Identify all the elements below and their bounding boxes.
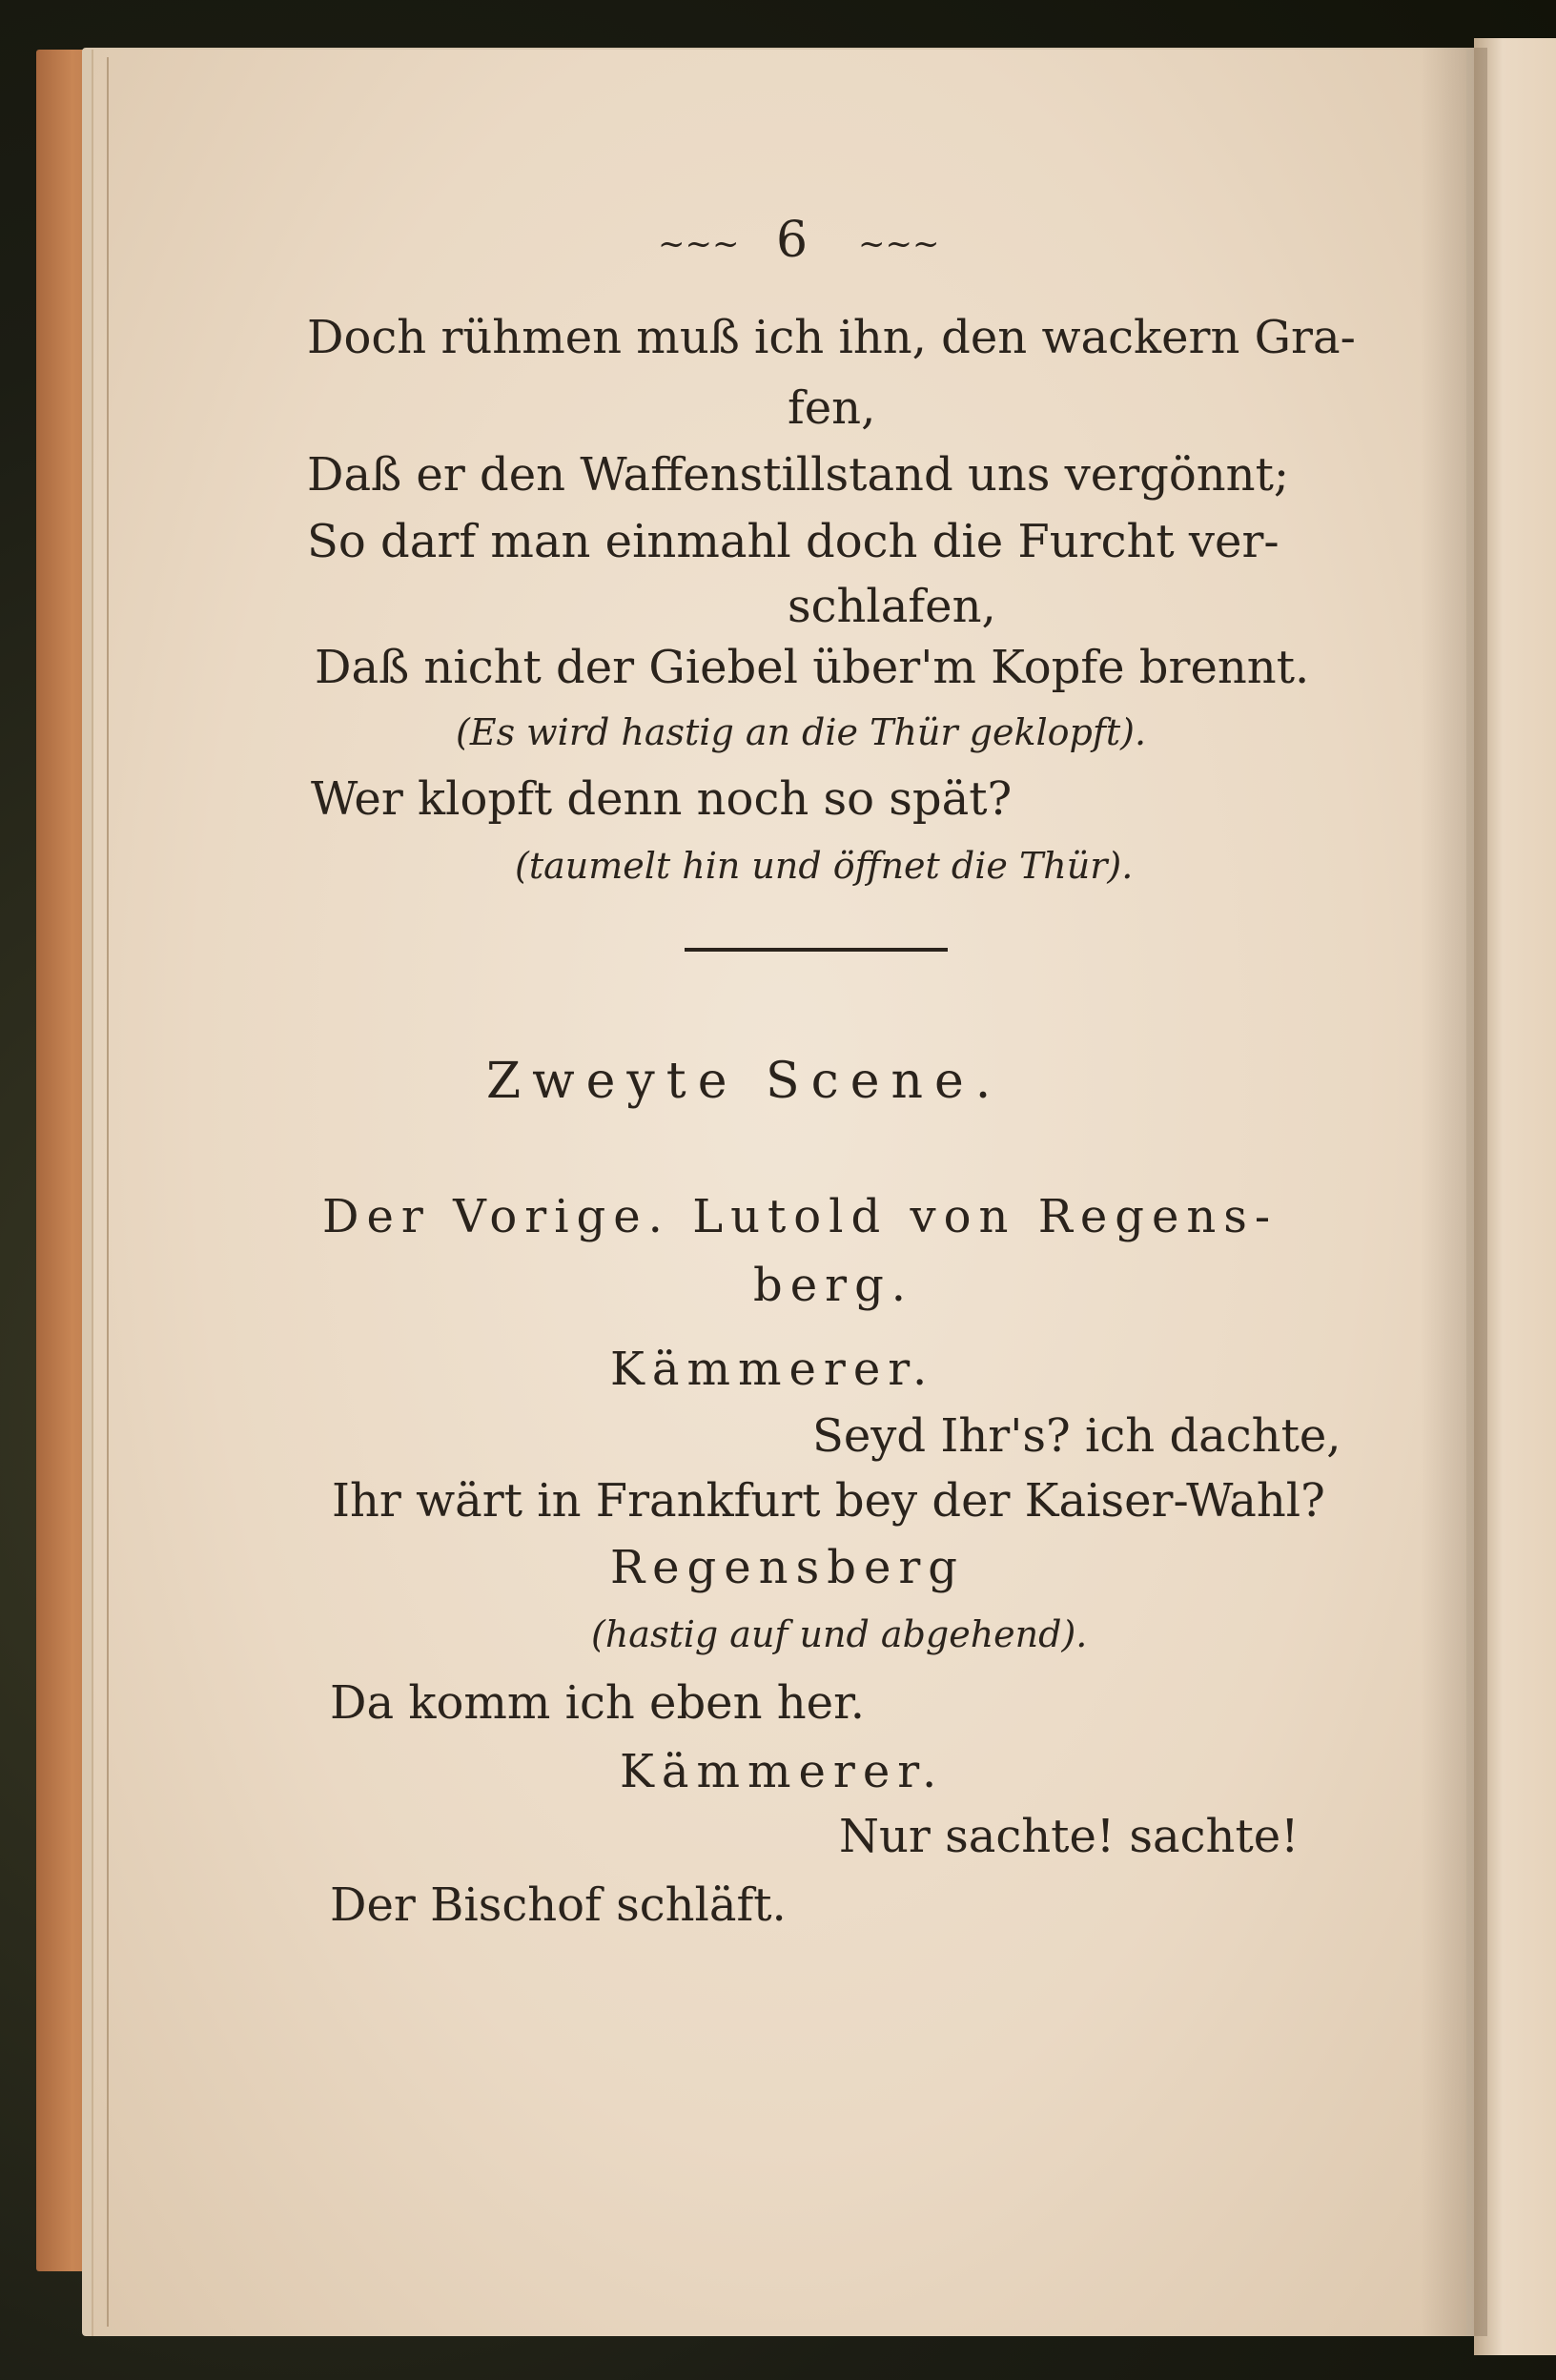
- verse-line: Daß nicht der Giebel über'm Kopfe brennt.: [315, 641, 1310, 694]
- section-rule: [685, 948, 948, 952]
- dialogue-line: Ihr wärt in Frankfurt bey der Kaiser-Wahl?: [332, 1474, 1325, 1528]
- speaker-name: Regensberg: [610, 1541, 966, 1594]
- header-ornament-left: ~~~: [658, 225, 740, 263]
- dialogue-line: Da komm ich eben her.: [330, 1676, 865, 1730]
- dialogue-line: Der Bischof schläft.: [330, 1878, 787, 1932]
- stage-direction: (taumelt hin und öffnet die Thür).: [515, 845, 1134, 887]
- scene-heading: Zweyte Scene.: [486, 1053, 1003, 1110]
- character-list: berg.: [753, 1259, 914, 1312]
- page-edge-line: [107, 57, 109, 2327]
- stage-direction: (Es wird hastig an die Thür geklopft).: [456, 711, 1147, 753]
- verse-line: Wer klopft denn noch so spät?: [311, 772, 1013, 826]
- dialogue-line: Nur sachte! sachte!: [839, 1810, 1300, 1863]
- stage-direction: (hastig auf und abgehend).: [591, 1613, 1088, 1655]
- verse-line: Daß er den Waffenstillstand uns vergönnt;: [307, 448, 1290, 502]
- verse-line: fen,: [788, 381, 876, 435]
- verse-line: So darf man einmahl doch die Furcht ver-: [307, 515, 1280, 568]
- dialogue-line: Seyd Ihr's? ich dachte,: [812, 1409, 1341, 1463]
- character-list: Der Vorige. Lutold von Regens-: [322, 1190, 1279, 1243]
- speaker-name: Kämmerer.: [620, 1745, 945, 1798]
- verse-line: Doch rühmen muß ich ihn, den wackern Gra-: [307, 311, 1356, 364]
- gutter-shadow: [1421, 48, 1487, 2336]
- header-ornament-right: ~~~: [858, 225, 940, 263]
- speaker-name: Kämmerer.: [610, 1343, 935, 1396]
- page-number: 6: [776, 212, 809, 269]
- verse-line: schlafen,: [788, 580, 996, 633]
